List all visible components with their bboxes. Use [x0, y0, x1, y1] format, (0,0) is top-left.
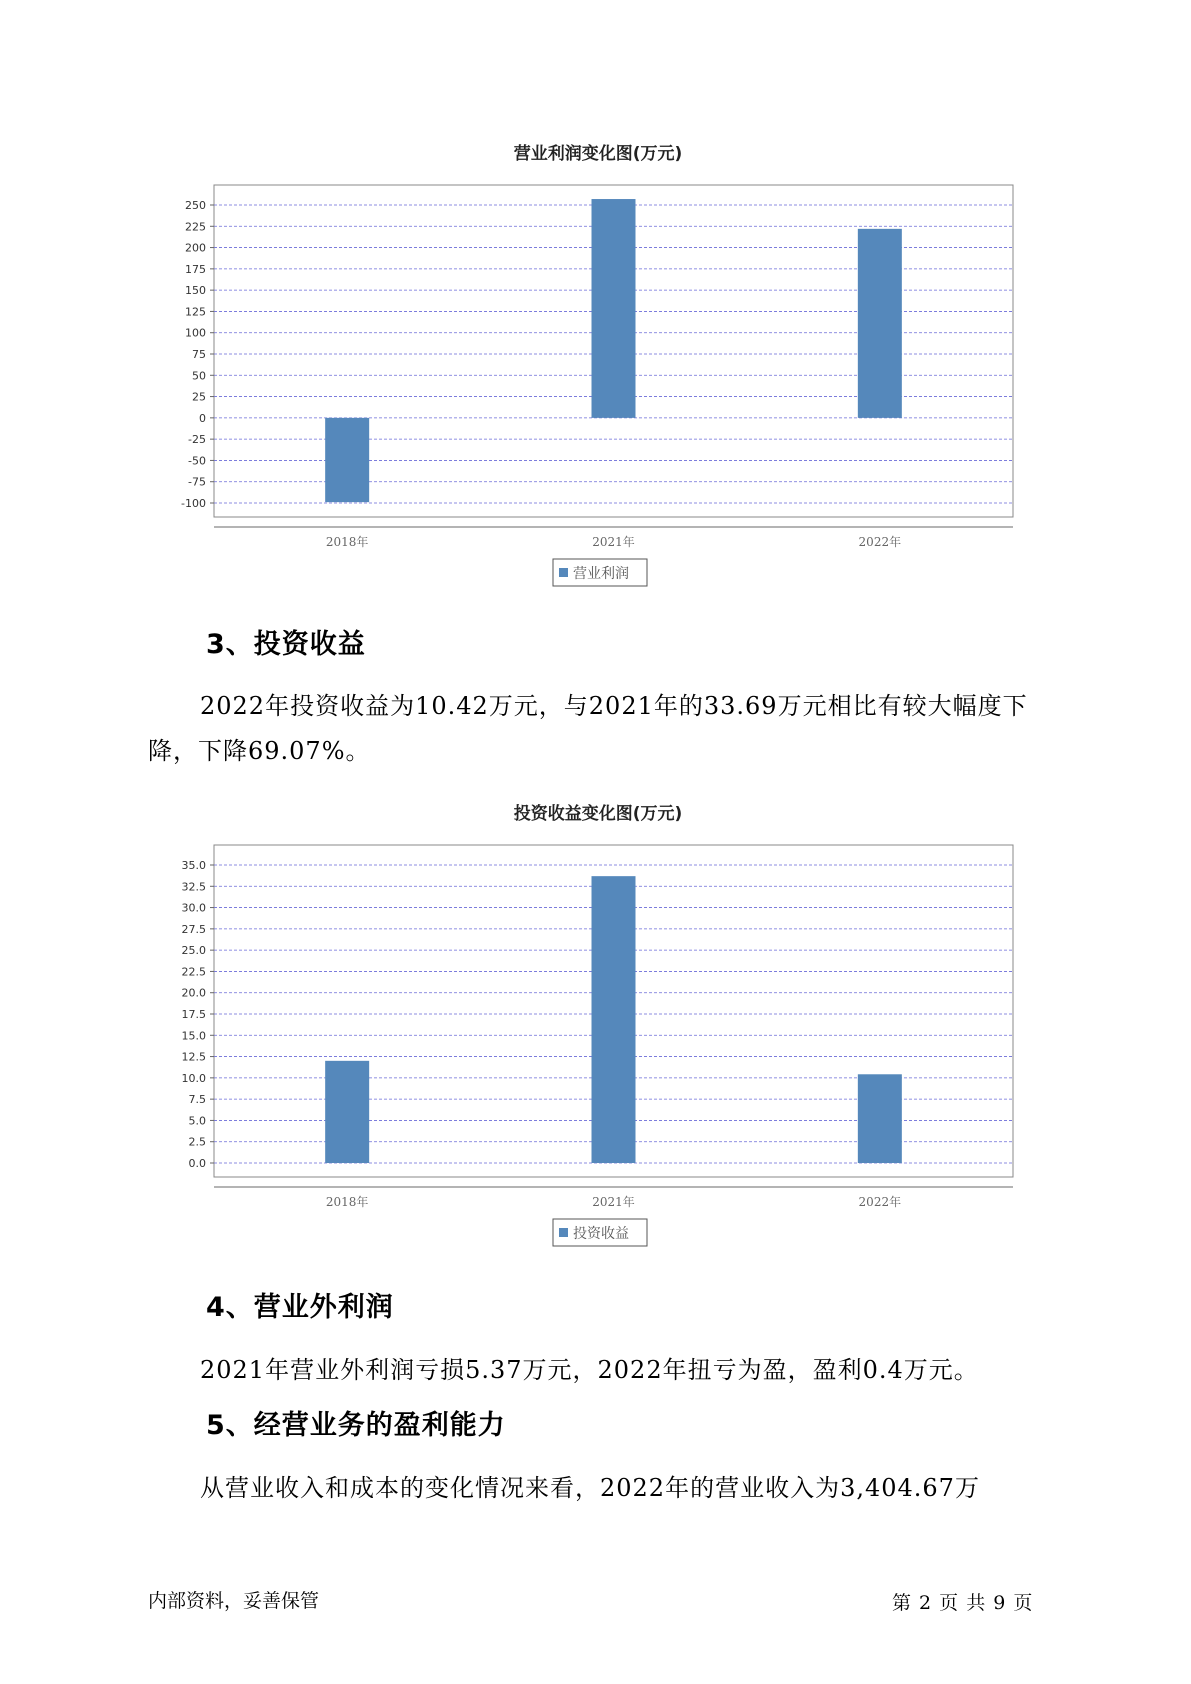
section-3-heading: 3、投资收益 [206, 629, 366, 660]
section-3-paragraph: 2022年投资收益为10.42万元，与2021年的33.69万元相比有较大幅度下降，下降69.07%。 [148, 692, 1028, 765]
bar [592, 876, 636, 1163]
y-tick-label: -25 [188, 433, 206, 447]
bar [858, 1074, 902, 1163]
y-tick-label: 200 [185, 241, 206, 255]
y-tick-label: 0.0 [188, 1157, 206, 1170]
y-tick-label: 32.5 [181, 880, 206, 894]
y-tick-label: 125 [185, 305, 206, 319]
y-tick-label: 75 [192, 348, 206, 361]
section-5-paragraph: 从营业收入和成本的变化情况来看，2022年的营业收入为3,404.67万 [200, 1474, 980, 1502]
x-tick-label: 2018年 [325, 1195, 369, 1209]
y-tick-label: 25.0 [181, 944, 206, 958]
bar [325, 1061, 369, 1163]
y-tick-label: 225 [185, 220, 206, 234]
bar [858, 229, 902, 418]
x-tick-label: 2021年 [592, 1195, 635, 1209]
operating-profit-chart [0, 135, 1191, 595]
section-4-heading: 4、营业外利润 [206, 1292, 394, 1323]
y-tick-label: 175 [185, 262, 206, 276]
legend-label: 投资收益 [573, 1226, 629, 1242]
y-tick-label: -100 [181, 497, 206, 510]
y-tick-label: 15.0 [181, 1029, 206, 1043]
y-tick-label: 17.5 [181, 1008, 206, 1021]
legend-swatch [559, 568, 568, 577]
footer-page-number: 第 2 页 共 9 页 [892, 1592, 1034, 1614]
x-tick-label: 2021年 [592, 535, 635, 549]
chart-title: 营业利润变化图(万元) [513, 144, 683, 164]
bar [325, 418, 369, 502]
y-tick-label: 30.0 [181, 901, 206, 915]
y-tick-label: 250 [185, 199, 206, 212]
y-tick-label: 35.0 [181, 859, 206, 872]
legend [553, 559, 647, 586]
investment-income-chart-svg [0, 795, 1191, 1255]
y-tick-label: 150 [185, 284, 206, 298]
y-tick-label: 5.0 [188, 1114, 206, 1128]
y-tick-label: 7.5 [188, 1093, 206, 1107]
y-tick-label: -75 [188, 475, 206, 489]
legend-swatch [559, 1228, 568, 1237]
y-tick-label: 12.5 [181, 1050, 206, 1064]
y-tick-label: 20.0 [181, 986, 206, 1000]
y-tick-label: 50 [192, 369, 206, 383]
operating-profit-chart-svg [0, 135, 1191, 595]
y-tick-label: 25 [192, 390, 206, 404]
y-tick-label: -50 [188, 454, 206, 468]
chart-title: 投资收益变化图(万元) [513, 804, 683, 824]
legend-label: 营业利润 [573, 566, 629, 582]
y-tick-label: 2.5 [188, 1135, 206, 1149]
y-tick-label: 10.0 [181, 1071, 206, 1085]
x-tick-label: 2018年 [325, 535, 369, 549]
section-4-paragraph: 2021年营业外利润亏损5.37万元，2022年扭亏为盈，盈利0.4万元。 [200, 1356, 979, 1384]
investment-income-chart [0, 795, 1191, 1255]
y-tick-label: 27.5 [181, 922, 206, 936]
y-tick-label: 0 [199, 411, 206, 425]
x-tick-label: 2022年 [858, 1195, 902, 1209]
y-tick-label: 22.5 [181, 965, 206, 979]
legend [553, 1219, 647, 1246]
y-tick-label: 100 [185, 326, 206, 340]
footer-confidential-note: 内部资料，妥善保管 [148, 1590, 320, 1612]
bar [592, 199, 636, 418]
section-5-heading: 5、经营业务的盈利能力 [206, 1410, 506, 1441]
x-tick-label: 2022年 [858, 535, 902, 549]
